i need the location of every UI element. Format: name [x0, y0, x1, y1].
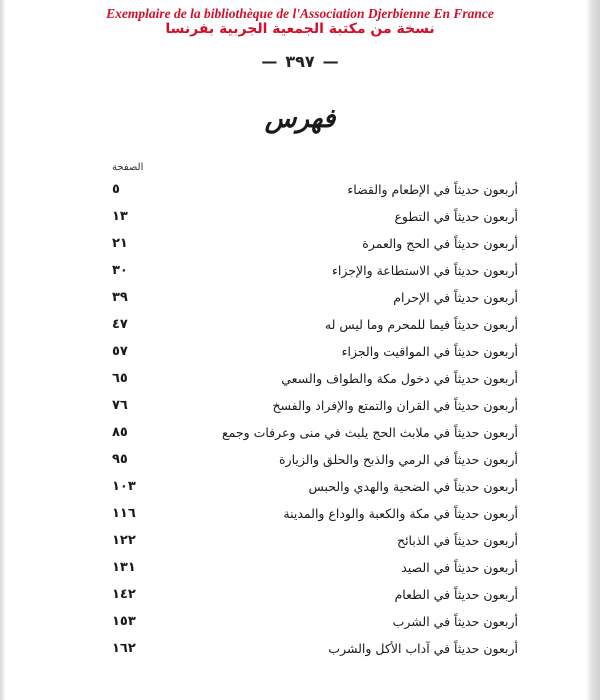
toc-entry-title: أربعون حديثاً في القران والتمتع والإفراد والفسخ: [272, 398, 518, 413]
toc-entry: [110, 261, 518, 288]
toc-entry-title: أربعون حديثاً في الاستطاعة والإجزاء: [332, 263, 518, 278]
toc-entry-page: ١٤٢: [112, 587, 136, 602]
toc-entry-title: أربعون حديثاً في الحج والعمرة: [362, 236, 518, 251]
toc-entry-page: ٢١: [112, 236, 128, 251]
toc-entry-page: ٥: [112, 182, 120, 197]
toc-entry-page: ١١٦: [112, 506, 136, 521]
toc-entry-title: أربعون حديثاً في الإحرام: [393, 290, 518, 305]
toc-entry-title: أربعون حديثاً في الصيد: [401, 560, 518, 575]
toc-entry-title: أربعون حديثاً في الضحية والهدي والحبس: [308, 479, 518, 494]
toc-entry-page: ٧٦: [112, 398, 128, 413]
toc-entry-title: أربعون حديثاً في الإطعام والقضاء: [347, 182, 518, 197]
toc-entry-title: أربعون حديثاً في الرمي والذبح والحلق والزيارة: [279, 452, 518, 467]
toc-entry: [110, 477, 518, 504]
toc-entry-page: ٣٠: [112, 263, 128, 278]
toc-entry-page: ٥٧: [112, 344, 128, 359]
toc-entry: [110, 504, 518, 531]
toc-entry-title: أربعون حديثاً في التطوع: [394, 209, 518, 224]
page-number: [0, 52, 600, 71]
toc-entry-title: أربعون حديثاً في ملابث الحج يلبث في منى وعرفات وجمع: [221, 425, 518, 440]
library-stamp-french: Exemplaire de la bibliothèque de l'Association Djerbienne En France: [106, 6, 494, 21]
toc-entry: [110, 342, 518, 369]
toc-entry-page: ١٢٢: [112, 533, 136, 548]
library-stamp-arabic: نسخة من مكتبة الجمعية الجربية بفرنسا: [165, 21, 435, 37]
toc-entry: [110, 639, 518, 666]
toc-entry: [110, 207, 518, 234]
toc-entry-title: أربعون حديثاً في المواقيت والجزاء: [341, 344, 518, 359]
toc-entry: [110, 180, 518, 207]
toc-entry-title: أربعون حديثاً في الطعام: [394, 587, 518, 602]
toc-entry: [110, 315, 518, 342]
toc-entry: [110, 612, 518, 639]
toc-entry: [110, 396, 518, 423]
toc-entry-title: أربعون حديثاً فيما للمحرم وما ليس له: [324, 317, 518, 332]
toc-entry-page: ١٥٣: [112, 614, 136, 629]
page-number-value: ٣٩٧: [285, 52, 315, 71]
toc-entry-page: ٣٩: [112, 290, 128, 305]
toc-entry: [110, 531, 518, 558]
toc-entry-page: ١٣: [112, 209, 128, 224]
toc-entry-page: ١٣١: [112, 560, 136, 575]
index-title: فهرس: [264, 104, 336, 134]
toc-entry-page: ١٦٢: [112, 641, 136, 656]
toc-entry: [110, 450, 518, 477]
toc-entry-title: أربعون حديثاً في مكة والكعبة والوداع والمدينة: [283, 506, 518, 521]
page-column-header: الصفحة: [112, 162, 144, 173]
toc-entry-page: ٦٥: [112, 371, 128, 386]
toc-entry: [110, 234, 518, 261]
toc-entry-title: أربعون حديثاً في آداب الأكل والشرب: [328, 641, 518, 656]
dash-right: —: [322, 52, 339, 71]
toc-entry-title: أربعون حديثاً في الذبائح: [397, 533, 518, 548]
toc-entry: [110, 558, 518, 585]
toc-entry-page: ٨٥: [112, 425, 128, 440]
toc-entry-title: أربعون حديثاً في الشرب: [392, 614, 518, 629]
toc-entry-page: ٤٧: [112, 317, 128, 332]
toc-entry: [110, 585, 518, 612]
toc-entry: [110, 369, 518, 396]
table-of-contents: [110, 180, 518, 666]
toc-entry-title: أربعون حديثاً في دخول مكة والطواف والسعي: [281, 371, 518, 386]
toc-entry-page: ٩٥: [112, 452, 128, 467]
dash-left: —: [261, 52, 278, 71]
toc-entry: [110, 288, 518, 315]
toc-entry: [110, 423, 518, 450]
toc-entry-page: ١٠٣: [112, 479, 136, 494]
